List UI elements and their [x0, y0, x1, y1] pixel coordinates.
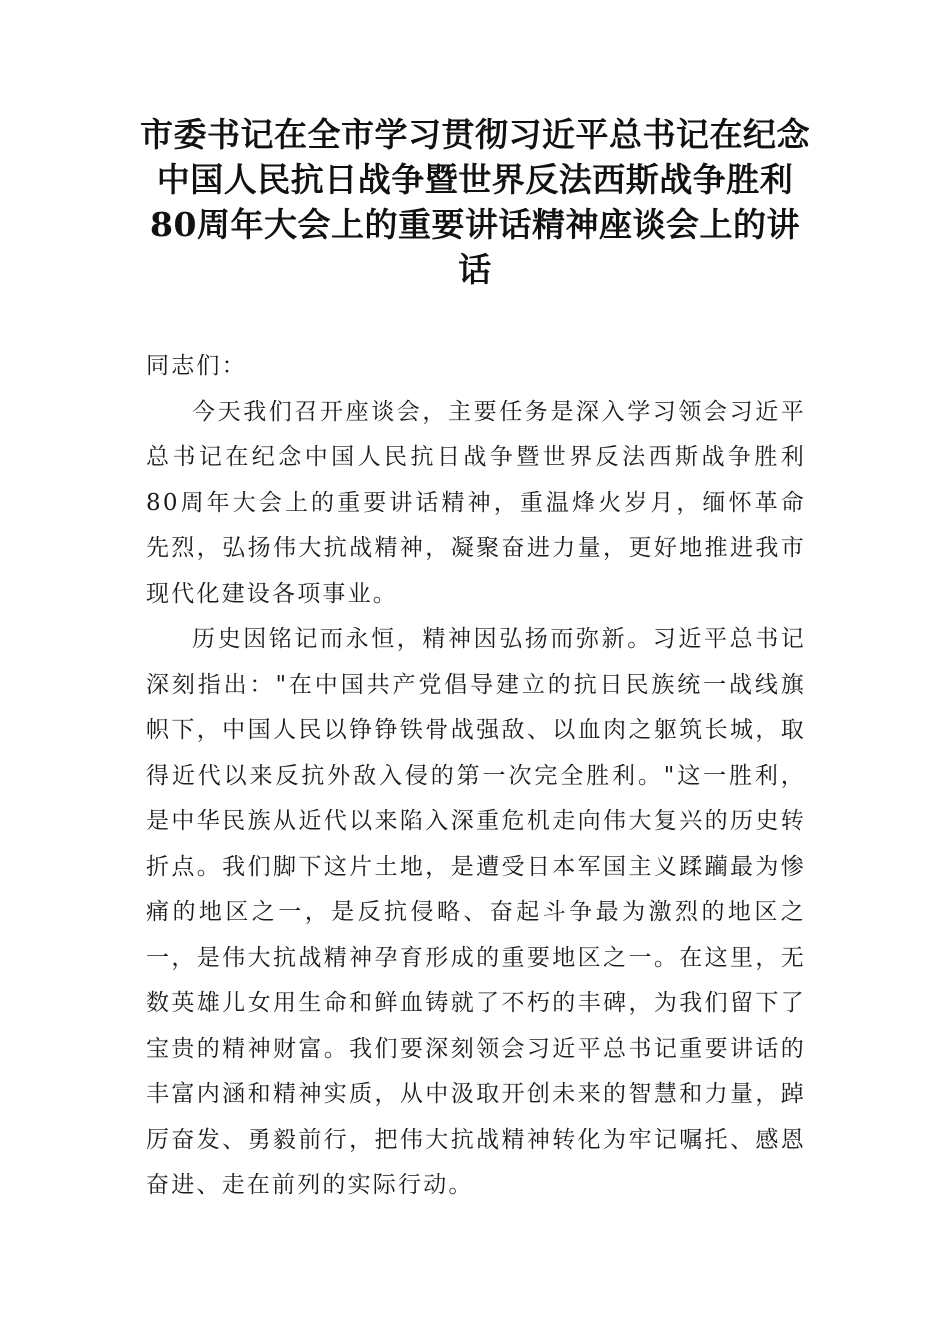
salutation: 同志们： [146, 353, 247, 379]
paragraph-1: 今天我们召开座谈会，主要任务是深入学习领会习近平总书记在纪念中国人民抗日战争暨世界反法西斯战争胜利80周年大会上的重要讲话精神，重温烽火岁月，缅怀革命先烈，弘扬伟大抗战精神，凝聚奋进力量，更好地推进我市现代化建设各项事业。 [146, 398, 806, 607]
document-title: 市委书记在全市学习贯彻习近平总书记在纪念中国人民抗日战争暨世界反法西斯战争胜利80周年大会上的重要讲话精神座谈会上的讲话 [140, 115, 810, 289]
paragraph-2: 历史因铭记而永恒，精神因弘扬而弥新。习近平总书记深刻指出："在中国共产党倡导建立的抗日民族统一战线旗帜下，中国人民以铮铮铁骨战强敌、以血肉之躯筑长城，取得近代以来反抗外敌入侵的第一次完全胜利。"这一胜利，是中华民族从近代以来陷入深重危机走向伟大复兴的历史转折点。我们脚下这片土地，是遭受日本军国主义蹂躏最为惨痛的地区之一，是反抗侵略、奋起斗争最为激烈的地区之一，是伟大抗战精神孕育形成的重要地区之一。在这里，无数英雄儿女用生命和鲜血铸就了不朽的丰碑，为我们留下了宝贵的精神财富。我们要深刻领会习近平总书记重要讲话的丰富内涵和精神实质，从中汲取开创未来的智慧和力量，踔厉奋发、勇毅前行，把伟大抗战精神转化为牢记嘱托、感恩奋进、走在前列的实际行动。 [146, 626, 806, 1198]
document-body [146, 344, 806, 1209]
